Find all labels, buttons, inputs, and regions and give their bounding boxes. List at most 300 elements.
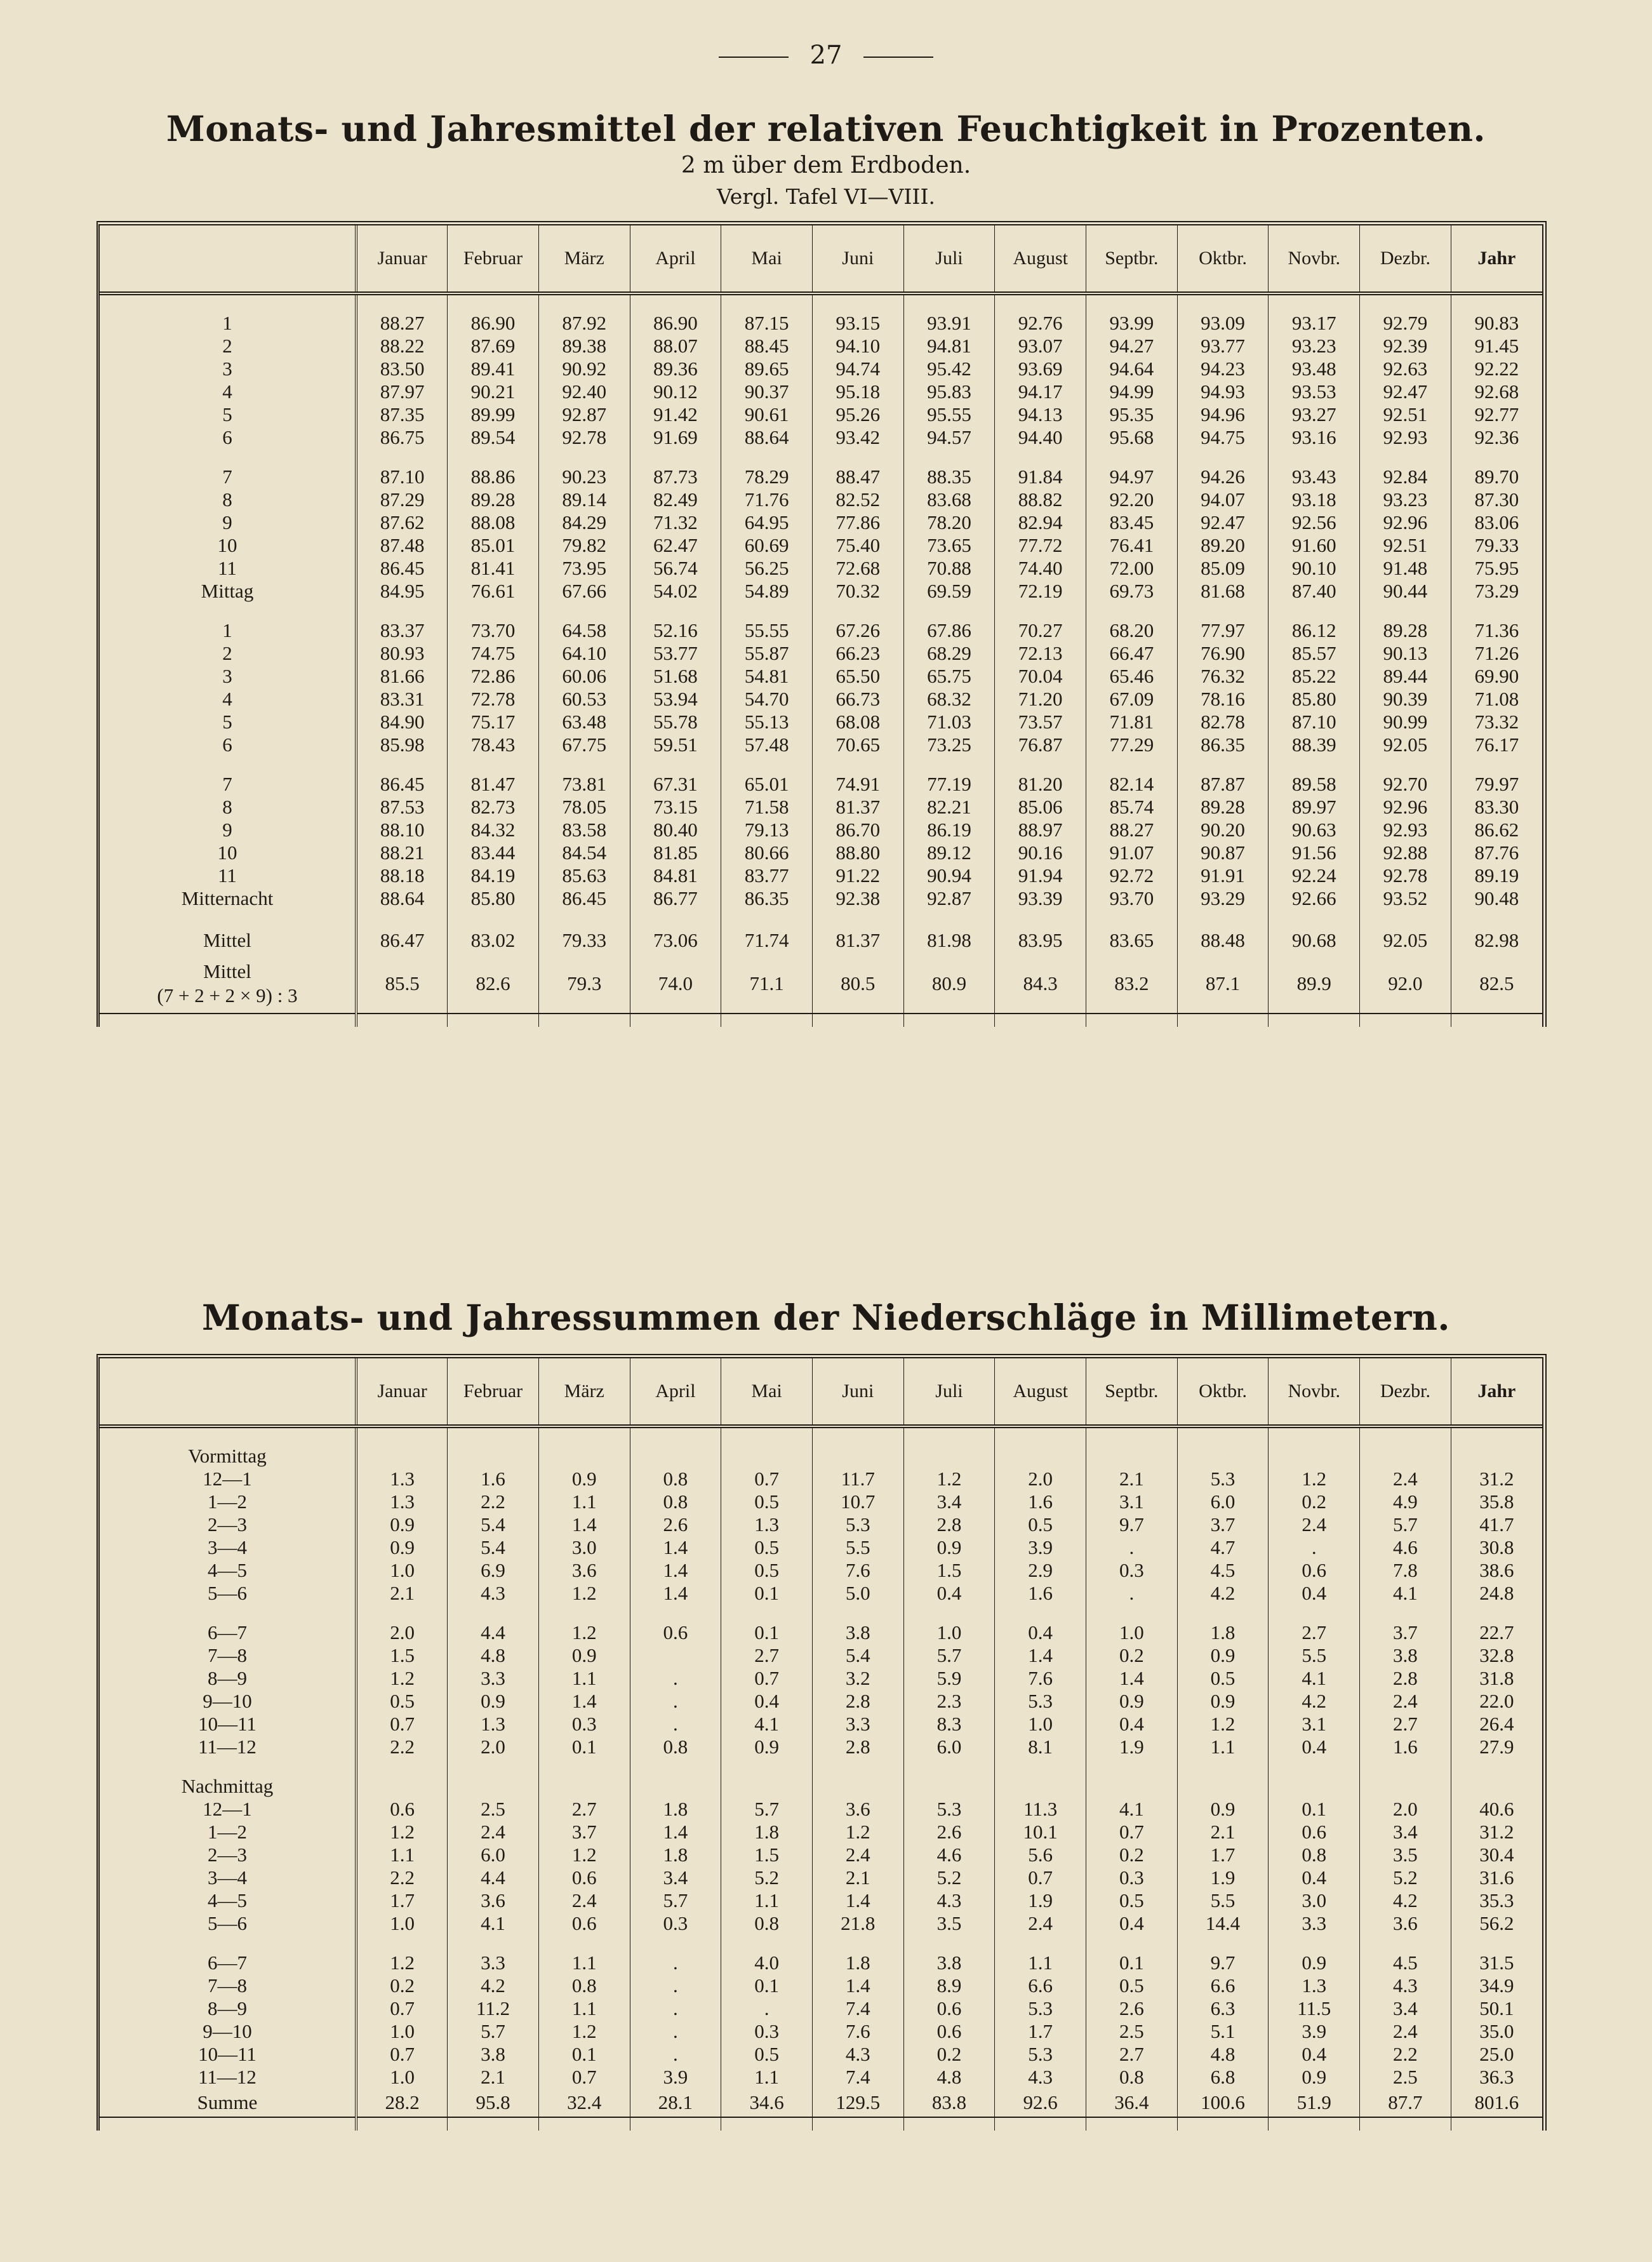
spacer-cell [1451, 2117, 1542, 2131]
table-cell: 67.75 [538, 733, 630, 756]
table-cell: 71.74 [721, 927, 813, 954]
table-cell: 0.7 [1086, 1821, 1178, 1844]
table-cell: . [630, 1974, 721, 1997]
table-cell: 2.1 [356, 1582, 448, 1605]
table-cell: 1.6 [1360, 1736, 1451, 1758]
table-cell: . [630, 2020, 721, 2043]
column-header: Dezbr. [1360, 1358, 1451, 1426]
table-cell: 1.8 [630, 1798, 721, 1821]
table-cell: 90.83 [1474, 312, 1519, 334]
table-row [100, 1513, 1542, 1536]
table-cell: 5.0 [812, 1582, 903, 1605]
spacer-cell [1360, 910, 1451, 927]
table-cell: 36.3 [1479, 2066, 1514, 2088]
table-cell: 2.8 [903, 1513, 995, 1536]
table-cell: 34.6 [721, 2089, 813, 2117]
table-cell: 84.54 [538, 841, 630, 864]
table-cell: 4.6 [903, 1844, 995, 1866]
table-cell: 4.2 [1360, 1889, 1451, 1912]
table-cell: 93.48 [1269, 358, 1360, 380]
table-cell: 82.21 [903, 796, 995, 819]
table-cell: 2.7 [1269, 1621, 1360, 1644]
table-cell: 90.92 [538, 358, 630, 380]
table-row [100, 1644, 1542, 1667]
table-cell: 95.35 [1086, 403, 1178, 426]
table-cell: 75.95 [1474, 557, 1519, 579]
table-cell: 34.9 [1479, 1974, 1514, 1997]
table-cell: 0.3 [721, 2020, 813, 2043]
table-cell: 4.1 [1360, 1582, 1451, 1605]
table-cell: . [630, 2043, 721, 2066]
column-header: März [538, 225, 630, 293]
table-cell: 90.21 [448, 380, 539, 403]
spacer-cell [995, 910, 1086, 927]
row-label: Mittel [100, 927, 356, 954]
table-cell: 77.86 [812, 511, 903, 534]
column-header: Januar [356, 1358, 448, 1426]
table-cell: 88.27 [1086, 819, 1178, 841]
table-row [100, 711, 1542, 733]
table-cell: 0.6 [630, 1621, 721, 1644]
table-cell: 77.19 [903, 773, 995, 796]
table-cell: 92.40 [538, 380, 630, 403]
precip-title: Monats- und Jahressummen der Niederschläge in Millimetern. [201, 1297, 1451, 1338]
table-cell: 9.7 [1086, 1513, 1178, 1536]
table-cell: 1.8 [1177, 1621, 1269, 1644]
table-cell: 60.69 [721, 534, 813, 557]
column-header: Septbr. [1086, 1358, 1178, 1426]
table-cell: 1.9 [1086, 1736, 1178, 1758]
table-cell: 5.1 [1177, 2020, 1269, 2043]
row-label: 9 [100, 819, 356, 841]
table-cell: 94.81 [903, 335, 995, 358]
table-cell: 89.28 [1177, 796, 1269, 819]
table-cell: 85.57 [1269, 642, 1360, 665]
table-cell: 2.9 [995, 1559, 1086, 1582]
table-cell: 70.65 [812, 733, 903, 756]
row-label: 2 [100, 642, 356, 665]
spacer-cell [1360, 293, 1451, 312]
spacer-cell [995, 293, 1086, 312]
spacer-cell [721, 1605, 813, 1621]
table-cell: 71.26 [1474, 642, 1519, 664]
spacer-cell [538, 2117, 630, 2131]
table-row [100, 312, 1542, 335]
table-cell: 2.3 [903, 1690, 995, 1713]
table-cell: 0.7 [538, 2066, 630, 2089]
table-cell: 71.58 [721, 796, 813, 819]
table-row [100, 1844, 1542, 1866]
table-cell: 92.76 [995, 312, 1086, 335]
table-cell: 91.69 [630, 426, 721, 449]
table-cell [903, 1775, 995, 1798]
spacer-cell [100, 1014, 356, 1027]
table-cell: 90.87 [1177, 841, 1269, 864]
spacer-cell [812, 1935, 903, 1951]
table-cell: 59.51 [630, 733, 721, 756]
table-cell: 3.4 [1360, 1997, 1451, 2020]
table-cell: 5.3 [1177, 1468, 1269, 1490]
row-label: 6—7 [100, 1621, 356, 1644]
column-header: Oktbr. [1177, 1358, 1269, 1426]
spacer-cell [1451, 756, 1542, 773]
table-cell: 83.2 [1086, 954, 1178, 1014]
table-cell: 89.58 [1269, 773, 1360, 796]
row-label: 3—4 [100, 1536, 356, 1559]
table-cell: 0.5 [721, 1490, 813, 1513]
table-cell: 81.37 [812, 796, 903, 819]
table-cell: 86.19 [903, 819, 995, 841]
row-label: 1 [100, 312, 356, 335]
table-cell: 90.68 [1269, 927, 1360, 954]
table-cell: 11.5 [1269, 1997, 1360, 2020]
table-cell: 94.93 [1177, 380, 1269, 403]
spacer-cell [356, 449, 448, 465]
spacer-cell [1086, 1605, 1178, 1621]
table-cell: 70.27 [995, 619, 1086, 642]
table-cell: 1.7 [356, 1889, 448, 1912]
table-cell: 93.27 [1269, 403, 1360, 426]
table-cell: 95.26 [812, 403, 903, 426]
table-cell: 89.19 [1474, 864, 1519, 887]
table-cell: 9.7 [1177, 1951, 1269, 1974]
table-cell: 70.88 [903, 557, 995, 580]
table-cell: 90.48 [1474, 887, 1519, 909]
table-cell: 3.6 [538, 1559, 630, 1582]
humidity-table [100, 225, 1542, 1027]
spacer-cell [538, 603, 630, 619]
table-cell: 93.52 [1360, 887, 1451, 910]
table-cell: 64.10 [538, 642, 630, 665]
table-cell: 0.4 [1086, 1713, 1178, 1736]
table-row [100, 1621, 1542, 1644]
table-cell: 88.39 [1269, 733, 1360, 756]
table-cell: 1.8 [812, 1951, 903, 1974]
row-label: 2 [100, 335, 356, 358]
table-cell: 94.23 [1177, 358, 1269, 380]
table-cell: 73.32 [1474, 711, 1519, 733]
table-cell: 3.8 [1360, 1644, 1451, 1667]
spacer-cell [356, 910, 448, 927]
spacer-row [100, 1935, 1542, 1951]
spacer-cell [1451, 1605, 1542, 1621]
row-label: Mittag [100, 580, 356, 603]
table-cell: 92.87 [538, 403, 630, 426]
table-cell: 71.76 [721, 488, 813, 511]
section-heading: Nachmittag [100, 1775, 356, 1798]
table-cell: 28.1 [630, 2089, 721, 2117]
table-row [100, 426, 1542, 449]
column-header: Mai [721, 225, 813, 293]
table-cell: 5.7 [630, 1889, 721, 1912]
table-cell: 31.2 [1479, 1468, 1514, 1490]
table-cell: 67.86 [903, 619, 995, 642]
table-cell: 84.90 [356, 711, 448, 733]
spacer-cell [903, 2117, 995, 2131]
row-label: 10 [100, 841, 356, 864]
table-cell: 1.0 [1086, 1621, 1178, 1644]
table-cell: 74.75 [448, 642, 539, 665]
spacer-cell [721, 1935, 813, 1951]
table-cell: 0.5 [721, 1536, 813, 1559]
table-row [100, 534, 1542, 557]
table-cell: 82.5 [1479, 972, 1514, 994]
table-cell: 88.27 [356, 312, 448, 335]
table-cell [630, 1445, 721, 1468]
spacer-cell [630, 1758, 721, 1775]
row-label [100, 954, 356, 1014]
table-cell: 3.0 [538, 1536, 630, 1559]
table-cell: 88.80 [812, 841, 903, 864]
precip-table-frame [97, 1354, 1547, 2131]
table-cell: 79.97 [1474, 773, 1519, 795]
table-cell: 81.98 [903, 927, 995, 954]
table-cell: 5.4 [448, 1513, 539, 1536]
spacer-cell [1086, 293, 1178, 312]
table-cell: 86.77 [630, 887, 721, 910]
table-cell: 81.47 [448, 773, 539, 796]
table-row [100, 733, 1542, 756]
table-cell: 5.3 [995, 2043, 1086, 2066]
table-cell: 91.45 [1474, 335, 1519, 357]
table-cell: 94.26 [1177, 465, 1269, 488]
row-label: 1 [100, 619, 356, 642]
table-cell [1451, 1445, 1542, 1468]
table-cell: 76.41 [1086, 534, 1178, 557]
table-cell: 95.42 [903, 358, 995, 380]
table-cell: 1.5 [356, 1644, 448, 1667]
table-cell: 4.1 [1086, 1798, 1178, 1821]
table-cell: 87.62 [356, 511, 448, 534]
table-cell: 83.77 [721, 864, 813, 887]
row-label: 8 [100, 796, 356, 819]
table-cell: 71.81 [1086, 711, 1178, 733]
table-cell: 67.31 [630, 773, 721, 796]
table-cell: 93.91 [903, 312, 995, 335]
table-cell: 74.91 [812, 773, 903, 796]
table-cell: 87.69 [448, 335, 539, 358]
table-cell: 87.40 [1269, 580, 1360, 603]
table-cell: 75.17 [448, 711, 539, 733]
spacer-cell [630, 603, 721, 619]
spacer-cell [538, 449, 630, 465]
table-cell: 94.17 [995, 380, 1086, 403]
table-cell: 81.85 [630, 841, 721, 864]
table-row [100, 335, 1542, 358]
table-cell: 2.5 [1360, 2066, 1451, 2089]
table-cell: 0.8 [1269, 1844, 1360, 1866]
spacer-cell [995, 1758, 1086, 1775]
table-cell: 5.4 [812, 1644, 903, 1667]
table-cell: 2.4 [1269, 1513, 1360, 1536]
table-cell: 86.45 [356, 557, 448, 580]
row-label: 7—8 [100, 1644, 356, 1667]
table-cell: 0.1 [538, 1736, 630, 1758]
table-cell: 87.92 [538, 312, 630, 335]
table-cell: 3.4 [630, 1866, 721, 1889]
row-label: 11 [100, 557, 356, 580]
table-cell: 6.6 [1177, 1974, 1269, 1997]
table-cell: 73.70 [448, 619, 539, 642]
table-cell: 2.5 [1086, 2020, 1178, 2043]
table-cell: 1.3 [1269, 1974, 1360, 1997]
row-label-line: Mittel [203, 960, 251, 982]
table-cell: 4.5 [1177, 1559, 1269, 1582]
table-cell: 2.4 [812, 1844, 903, 1866]
table-cell: 86.62 [1474, 819, 1519, 841]
table-cell: 92.36 [1474, 426, 1519, 448]
table-cell: 3.1 [1086, 1490, 1178, 1513]
spacer-cell [1177, 449, 1269, 465]
table-cell: 83.30 [1474, 796, 1519, 818]
table-cell: 0.9 [903, 1536, 995, 1559]
spacer-cell [1269, 293, 1360, 312]
spacer-cell [1269, 603, 1360, 619]
table-cell [630, 1775, 721, 1798]
table-cell: 2.1 [812, 1866, 903, 1889]
table-cell: 1.4 [812, 1889, 903, 1912]
table-cell: 73.15 [630, 796, 721, 819]
spacer-cell [448, 1605, 539, 1621]
table-cell: 89.12 [903, 841, 995, 864]
spacer-cell [1451, 1426, 1542, 1445]
spacer-cell [1360, 1758, 1451, 1775]
table-cell: 93.09 [1177, 312, 1269, 335]
table-cell: 5.3 [995, 1997, 1086, 2020]
table-row [100, 1951, 1542, 1974]
table-cell: 4.1 [1269, 1667, 1360, 1690]
table-cell: 91.56 [1269, 841, 1360, 864]
table-cell: 89.44 [1360, 665, 1451, 688]
table-cell [903, 1445, 995, 1468]
table-cell: 92.87 [903, 887, 995, 910]
table-cell: 35.0 [1479, 2020, 1514, 2042]
spacer-cell [1177, 1758, 1269, 1775]
table-cell: 4.3 [1360, 1974, 1451, 1997]
table-cell: 0.6 [903, 2020, 995, 2043]
humidity-table-frame [97, 221, 1547, 1027]
table-cell: 1.4 [812, 1974, 903, 1997]
table-cell: 81.68 [1177, 580, 1269, 603]
table-cell: 83.68 [903, 488, 995, 511]
table-cell: 84.3 [995, 954, 1086, 1014]
table-row [100, 1468, 1542, 1490]
table-cell: 3.1 [1269, 1713, 1360, 1736]
spacer-cell [100, 2117, 356, 2131]
spacer-cell [538, 1935, 630, 1951]
table-row [100, 665, 1542, 688]
table-cell: 1.1 [538, 1951, 630, 1974]
spacer-cell [721, 603, 813, 619]
row-label: 9 [100, 511, 356, 534]
table-cell: 4.5 [1360, 1951, 1451, 1974]
table-cell: 92.05 [1360, 733, 1451, 756]
table-cell [995, 1775, 1086, 1798]
table-cell: 3.7 [1360, 1621, 1451, 1644]
table-row [100, 380, 1542, 403]
spacer-cell [630, 756, 721, 773]
table-cell: 94.57 [903, 426, 995, 449]
table-cell: 92.77 [1474, 403, 1519, 425]
table-cell: 25.0 [1479, 2043, 1514, 2065]
row-label: 8—9 [100, 1997, 356, 2020]
spacer-cell [448, 293, 539, 312]
table-cell [1451, 1775, 1542, 1798]
table-cell: 93.17 [1269, 312, 1360, 335]
table-cell: 0.7 [356, 1713, 448, 1736]
table-cell: 82.78 [1177, 711, 1269, 733]
row-label-line: (7 + 2 + 2 × 9) : 3 [157, 984, 298, 1007]
spacer-cell [448, 449, 539, 465]
table-cell: 64.58 [538, 619, 630, 642]
table-cell: 90.37 [721, 380, 813, 403]
table-row [100, 1974, 1542, 1997]
table-cell: 4.2 [1269, 1690, 1360, 1713]
table-cell: 4.1 [721, 1713, 813, 1736]
table-cell: 0.9 [448, 1690, 539, 1713]
column-header: Februar [448, 1358, 539, 1426]
table-cell [1360, 1445, 1451, 1468]
table-cell: 89.97 [1269, 796, 1360, 819]
table-cell: 0.6 [1269, 1821, 1360, 1844]
table-cell: 2.4 [1360, 2020, 1451, 2043]
table-row [100, 2089, 1542, 2117]
table-cell: 78.43 [448, 733, 539, 756]
table-cell: 86.75 [356, 426, 448, 449]
spacer-cell [1360, 1935, 1451, 1951]
spacer-cell [1177, 756, 1269, 773]
table-cell: 88.45 [721, 335, 813, 358]
table-cell: 80.66 [721, 841, 813, 864]
table-cell: . [1269, 1536, 1360, 1559]
table-cell: 0.5 [721, 2043, 813, 2066]
table-cell: 92.05 [1360, 927, 1451, 954]
table-cell: 86.45 [538, 887, 630, 910]
spacer-cell [448, 1014, 539, 1027]
table-cell: 2.2 [1360, 2043, 1451, 2066]
table-row [100, 864, 1542, 887]
table-cell: 74.40 [995, 557, 1086, 580]
table-cell: 24.8 [1479, 1582, 1514, 1604]
table-cell: . [630, 1713, 721, 1736]
table-cell: 53.77 [630, 642, 721, 665]
table-cell: 85.09 [1177, 557, 1269, 580]
row-label: 7 [100, 465, 356, 488]
table-cell: 81.20 [995, 773, 1086, 796]
table-cell: 79.13 [721, 819, 813, 841]
table-cell: 1.1 [995, 1951, 1086, 1974]
table-cell: 89.28 [1360, 619, 1451, 642]
spacer-row [100, 1426, 1542, 1445]
table-cell: 0.6 [356, 1798, 448, 1821]
table-cell: 35.8 [1479, 1490, 1514, 1513]
table-row [100, 819, 1542, 841]
table-cell [995, 1445, 1086, 1468]
table-cell: 70.32 [812, 580, 903, 603]
table-cell: 62.47 [630, 534, 721, 557]
table-cell: 93.42 [812, 426, 903, 449]
spacer-cell [1086, 2117, 1178, 2131]
table-cell: 91.22 [812, 864, 903, 887]
table-cell: 5.5 [812, 1536, 903, 1559]
spacer-cell [538, 1758, 630, 1775]
table-cell: 76.32 [1177, 665, 1269, 688]
table-row [100, 488, 1542, 511]
table-cell: 86.35 [721, 887, 813, 910]
table-cell: 71.32 [630, 511, 721, 534]
table-cell: 95.18 [812, 380, 903, 403]
table-cell: 73.95 [538, 557, 630, 580]
